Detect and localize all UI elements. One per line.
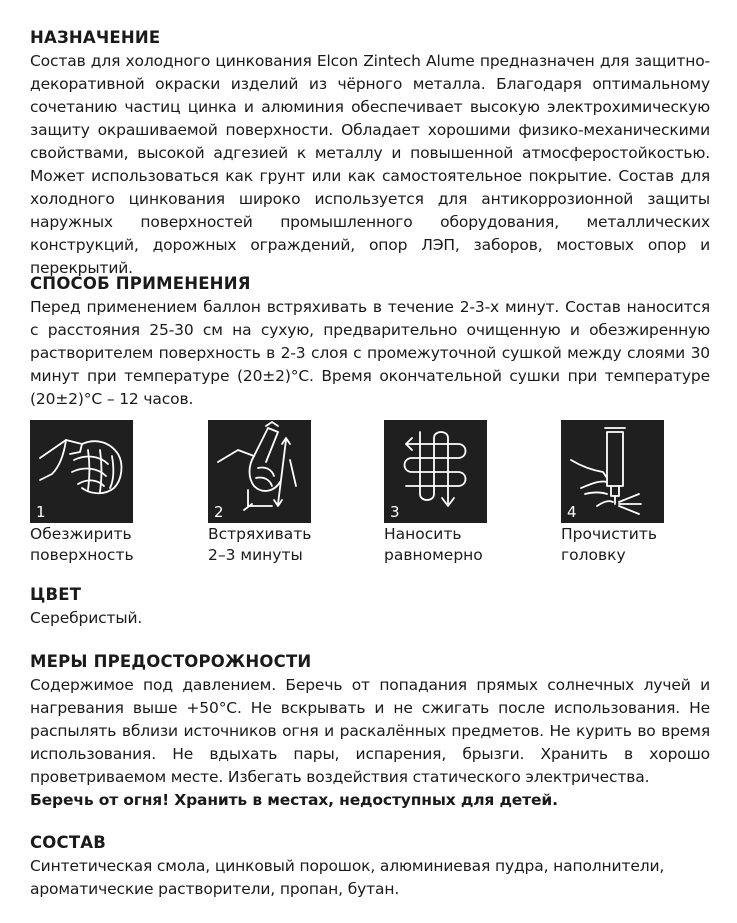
step-1 bbox=[30, 420, 190, 566]
precautions-text: Содержимое под давлением. Беречь от попадания прямых солнечных лучей и нагревания выше +50°С. Не вскрывать и не сжигать после использования. Не распылять вблизи источников огня и раскалённых предметов. Не курить во время использования. Не вдыхать пары, испарения, брызги. Хранить в хорошо проветриваемом месте. Избегать воздействия статического электричества. bbox=[30, 676, 710, 786]
composition-section bbox=[30, 833, 710, 901]
step-caption-line2: поверхность bbox=[30, 546, 134, 564]
precautions-section bbox=[30, 652, 710, 812]
hand-wipe-icon bbox=[30, 420, 133, 523]
step-caption bbox=[208, 524, 368, 566]
application-heading: СПОСОБ ПРИМЕНЕНИЯ bbox=[30, 274, 251, 293]
color-heading: ЦВЕТ bbox=[30, 585, 82, 604]
precautions-warning: Беречь от огня! Хранить в местах, недоступных для детей. bbox=[30, 791, 558, 809]
step-number: 4 bbox=[567, 503, 577, 521]
step-caption-line2: 2–3 минуты bbox=[208, 546, 303, 564]
step-number: 2 bbox=[214, 503, 224, 521]
step-number: 1 bbox=[36, 503, 46, 521]
color-section bbox=[30, 585, 710, 630]
purpose-section bbox=[30, 28, 710, 280]
step-number: 3 bbox=[390, 503, 400, 521]
application-section bbox=[30, 274, 710, 411]
spray-pattern-icon bbox=[384, 420, 487, 523]
step-caption bbox=[384, 524, 544, 566]
step-caption-line1: Прочистить bbox=[561, 525, 657, 543]
step-caption-line2: равномерно bbox=[384, 546, 483, 564]
purpose-text: Состав для холодного цинкования Elcon Zintech Alume предназначен для защитно-декоративной окраски изделий из чёрного металла. Благодаря оптимальному сочетанию частиц цинка и алюминия обеспечивает высокую электрохимическую защиту окрашиваемой поверхности. Обладает хорошими физико-механическими свойствами, высокой адгезией к металлу и повышенной атмосферостойкостью. Может использоваться как грунт или как самостоятельное покрытие. Состав для холодного цинкования широко используется для антикоррозионной защиты наружных поверхностей промышленного оборудования, металлических конструкций, дорожных ограждений, опор ЛЭП, заборов, мостовых опор и перекрытий. bbox=[30, 52, 710, 277]
step-caption-line1: Обезжирить bbox=[30, 525, 132, 543]
purpose-heading: НАЗНАЧЕНИЕ bbox=[30, 28, 161, 47]
step-2 bbox=[208, 420, 368, 566]
color-text: Серебристый. bbox=[30, 609, 143, 627]
application-steps bbox=[30, 420, 710, 570]
shake-can-icon bbox=[208, 420, 311, 523]
composition-heading: СОСТАВ bbox=[30, 833, 107, 852]
composition-text: Синтетическая смола, цинковый порошок, алюминиевая пудра, наполнители, ароматические растворители, пропан, бутан. bbox=[30, 857, 665, 898]
clean-nozzle-icon bbox=[561, 420, 664, 523]
step-4 bbox=[561, 420, 721, 566]
step-caption-line1: Наносить bbox=[384, 525, 462, 543]
precautions-heading: МЕРЫ ПРЕДОСТОРОЖНОСТИ bbox=[30, 652, 312, 671]
application-text: Перед применением баллон встряхивать в течение 2-3-х минут. Состав наносится с расстояния 25-30 см на сухую, предварительно очищенную и обезжиренную растворителем поверхность в 2-3 слоя с промежуточной сушкой между слоями 30 минут при температуре (20±2)°С. Время окончательной сушки при температуре (20±2)°С – 12 часов. bbox=[30, 298, 710, 408]
step-3 bbox=[384, 420, 544, 566]
step-caption-line1: Встряхивать bbox=[208, 525, 312, 543]
step-caption bbox=[561, 524, 721, 566]
step-caption-line2: головку bbox=[561, 546, 626, 564]
step-caption bbox=[30, 524, 190, 566]
